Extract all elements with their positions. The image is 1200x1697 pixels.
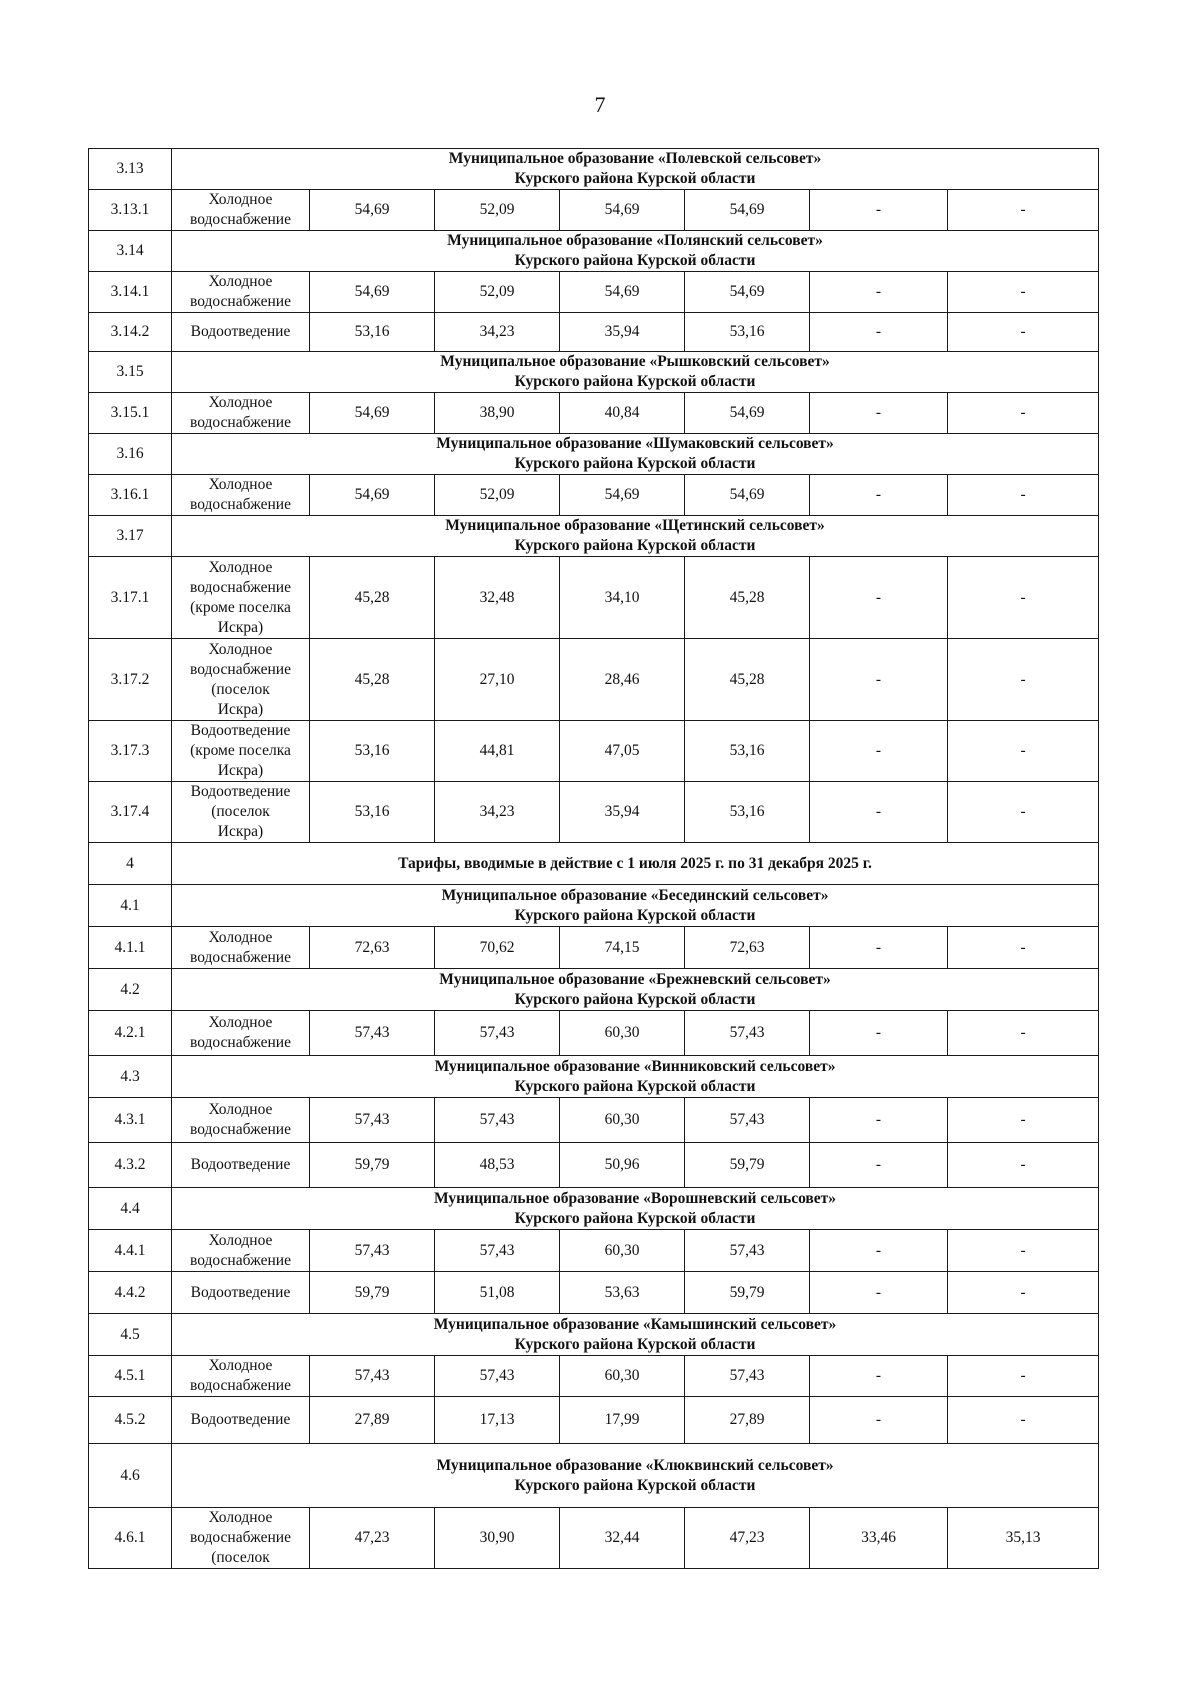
row-number-cell: 4.5.2 <box>89 1397 172 1444</box>
table-row <box>89 1508 1099 1569</box>
tariff-value-cell: - <box>810 1397 948 1444</box>
section-title-cell <box>172 516 1099 557</box>
tariff-value-cell: 60,30 <box>560 1356 685 1397</box>
tariff-value-cell: - <box>948 639 1099 721</box>
service-line: водоснабжение <box>190 293 291 310</box>
service-line: водоснабжение <box>190 414 291 431</box>
service-line: Холодное <box>208 558 273 576</box>
service-line: водоснабжение <box>190 660 291 678</box>
service-line: Водоотведение <box>190 722 291 739</box>
tariff-value-cell: - <box>948 1098 1099 1143</box>
service-cell <box>172 272 310 313</box>
tariff-value-cell: - <box>810 1098 948 1143</box>
service-line: (кроме поселка <box>190 598 291 616</box>
tariff-value-cell: 54,69 <box>685 190 810 231</box>
row-number-cell: 3.15.1 <box>89 393 172 434</box>
table-row <box>89 1356 1099 1397</box>
tariff-value-cell: 34,10 <box>560 557 685 639</box>
service-line: (поселок <box>211 680 270 698</box>
tariff-value-cell: - <box>948 721 1099 782</box>
service-line: водоснабжение <box>190 1251 291 1269</box>
table-row <box>89 1098 1099 1143</box>
tariff-value-cell: 54,69 <box>685 393 810 434</box>
tariff-value-cell: 52,09 <box>435 190 560 231</box>
tariff-value-cell: 57,43 <box>685 1230 810 1272</box>
service-line: Холодное <box>208 476 273 493</box>
service-line: Холодное <box>208 928 273 946</box>
tariff-value-cell: - <box>948 272 1099 313</box>
tariff-value-cell: - <box>810 272 948 313</box>
service-cell <box>172 475 310 516</box>
tariff-value-cell: 53,16 <box>310 313 435 352</box>
section-header-row <box>89 352 1099 393</box>
tariff-value-cell: - <box>948 475 1099 516</box>
tariff-value-cell: 53,63 <box>560 1272 685 1314</box>
tariff-value-cell: - <box>810 1356 948 1397</box>
row-number-cell: 4.5.1 <box>89 1356 172 1397</box>
row-number-cell: 4.3.2 <box>89 1143 172 1188</box>
table-row <box>89 272 1099 313</box>
section-title-line: Муниципальное образование «Клюквинский сельсовет» <box>436 1456 834 1474</box>
tariff-value-cell: 27,89 <box>685 1397 810 1444</box>
tariff-value-cell: 53,16 <box>685 782 810 843</box>
row-number-cell: 3.14 <box>89 231 172 272</box>
tariff-value-cell: 32,44 <box>560 1508 685 1569</box>
section-title-cell <box>172 352 1099 393</box>
table-row <box>89 313 1099 352</box>
tariff-value-cell: 54,69 <box>685 272 810 313</box>
row-number-cell: 4.2 <box>89 969 172 1011</box>
section-header-row <box>89 843 1099 885</box>
section-title-line: Курского района Курской области <box>514 906 756 924</box>
tariff-value-cell: 34,23 <box>435 782 560 843</box>
row-number-cell: 4.3.1 <box>89 1098 172 1143</box>
tariff-value-cell: 57,43 <box>310 1356 435 1397</box>
service-line: Холодное <box>208 1357 273 1374</box>
service-line: водоснабжение <box>190 1034 291 1051</box>
tariff-value-cell: - <box>948 1272 1099 1314</box>
tariff-value-cell: - <box>948 1143 1099 1188</box>
section-title-cell <box>172 231 1099 272</box>
service-cell <box>172 1143 310 1188</box>
tariff-value-cell: 72,63 <box>685 927 810 969</box>
service-cell <box>172 639 310 721</box>
tariff-value-cell: 45,28 <box>685 639 810 721</box>
tariff-value-cell: 54,69 <box>310 272 435 313</box>
table-row <box>89 557 1099 639</box>
service-line: Водоотведение <box>190 1411 291 1428</box>
tariff-value-cell: 57,43 <box>310 1230 435 1272</box>
tariff-value-cell: - <box>948 313 1099 352</box>
service-cell <box>172 1356 310 1397</box>
tariff-table-body <box>89 149 1099 1569</box>
service-cell <box>172 190 310 231</box>
row-number-cell: 4.4.2 <box>89 1272 172 1314</box>
tariff-value-cell: 57,43 <box>435 1230 560 1272</box>
tariff-value-cell: 57,43 <box>310 1098 435 1143</box>
tariff-value-cell: - <box>810 313 948 352</box>
section-header-row <box>89 969 1099 1011</box>
tariff-value-cell: 57,43 <box>435 1356 560 1397</box>
tariff-value-cell: 57,43 <box>685 1356 810 1397</box>
tariff-value-cell: - <box>810 782 948 843</box>
service-line: Холодное <box>208 640 273 658</box>
tariff-value-cell: 74,15 <box>560 927 685 969</box>
tariff-value-cell: 35,94 <box>560 782 685 843</box>
tariff-value-cell: 51,08 <box>435 1272 560 1314</box>
section-title-line: Курского района Курской области <box>514 1476 756 1494</box>
section-title-line: Муниципальное образование «Рышковский сельсовет» <box>440 353 830 370</box>
tariff-value-cell: - <box>948 557 1099 639</box>
tariff-value-cell: 54,69 <box>560 475 685 516</box>
tariff-value-cell: 27,89 <box>310 1397 435 1444</box>
tariff-value-cell: 47,23 <box>310 1508 435 1569</box>
tariff-value-cell: 54,69 <box>310 475 435 516</box>
tariff-value-cell: - <box>948 927 1099 969</box>
tariff-value-cell: 53,16 <box>310 721 435 782</box>
row-number-cell: 4.2.1 <box>89 1011 172 1056</box>
table-row <box>89 1397 1099 1444</box>
table-row <box>89 721 1099 782</box>
tariff-value-cell: 33,46 <box>810 1508 948 1569</box>
section-title-line: Муниципальное образование «Бесединский сельсовет» <box>441 886 829 904</box>
section-title-cell <box>172 1314 1099 1356</box>
service-cell <box>172 1230 310 1272</box>
tariff-value-cell: 50,96 <box>560 1143 685 1188</box>
section-title-line: Муниципальное образование «Полевской сельсовет» <box>448 150 822 167</box>
row-number-cell: 4.6.1 <box>89 1508 172 1569</box>
tariff-value-cell: - <box>948 393 1099 434</box>
service-line: водоснабжение <box>190 1121 291 1138</box>
service-line: Холодное <box>208 1509 273 1526</box>
row-number-cell: 3.17.1 <box>89 557 172 639</box>
tariff-value-cell: 17,99 <box>560 1397 685 1444</box>
tariff-value-cell: - <box>948 1230 1099 1272</box>
service-line: Холодное <box>208 273 273 290</box>
service-cell <box>172 927 310 969</box>
tariff-value-cell: 53,16 <box>685 721 810 782</box>
table-row <box>89 782 1099 843</box>
tariff-value-cell: 47,23 <box>685 1508 810 1569</box>
section-header-row <box>89 1188 1099 1230</box>
section-header-row <box>89 434 1099 475</box>
section-title-line: Муниципальное образование «Камышинский сельсовет» <box>433 1315 837 1333</box>
service-line: водоснабжение <box>190 1529 291 1546</box>
tariff-value-cell: - <box>810 190 948 231</box>
tariff-value-cell: 54,69 <box>685 475 810 516</box>
row-number-cell: 3.17 <box>89 516 172 557</box>
table-row <box>89 1143 1099 1188</box>
tariff-value-cell: 52,09 <box>435 475 560 516</box>
tariff-value-cell: - <box>810 475 948 516</box>
section-header-row <box>89 516 1099 557</box>
tariff-value-cell: 32,48 <box>435 557 560 639</box>
tariff-value-cell: - <box>948 190 1099 231</box>
tariff-value-cell: 57,43 <box>435 1011 560 1056</box>
section-title-cell <box>172 969 1099 1011</box>
row-number-cell: 3.17.2 <box>89 639 172 721</box>
tariff-value-cell: 59,79 <box>310 1143 435 1188</box>
service-cell <box>172 721 310 782</box>
row-number-cell: 3.17.3 <box>89 721 172 782</box>
service-line: Холодное <box>208 1231 273 1249</box>
section-title-line: Курского района Курской области <box>514 1077 756 1095</box>
service-line: Водоотведение <box>190 1156 291 1173</box>
section-header-row <box>89 231 1099 272</box>
tariff-value-cell: - <box>948 1397 1099 1444</box>
row-number-cell: 3.14.1 <box>89 272 172 313</box>
service-line: Искра) <box>217 618 264 636</box>
table-row <box>89 1230 1099 1272</box>
row-number-cell: 4 <box>89 843 172 885</box>
service-cell <box>172 782 310 843</box>
tariff-value-cell: - <box>810 639 948 721</box>
tariff-value-cell: - <box>810 1230 948 1272</box>
tariff-value-cell: 45,28 <box>310 639 435 721</box>
service-line: (кроме поселка <box>190 742 291 759</box>
section-header-row <box>89 1314 1099 1356</box>
service-line: Искра) <box>217 762 264 779</box>
tariff-value-cell: 44,81 <box>435 721 560 782</box>
section-header-row <box>89 1056 1099 1098</box>
tariff-value-cell: 54,69 <box>560 190 685 231</box>
table-row <box>89 393 1099 434</box>
tariff-value-cell: - <box>810 393 948 434</box>
tariff-value-cell: 35,13 <box>948 1508 1099 1569</box>
service-line: водоснабжение <box>190 948 291 966</box>
tariff-value-cell: 53,16 <box>685 313 810 352</box>
section-title-line: Курского района Курской области <box>514 373 756 390</box>
section-title-line: Курского района Курской области <box>514 990 756 1008</box>
section-title-line: Муниципальное образование «Шумаковский сельсовет» <box>436 435 834 452</box>
table-row <box>89 1011 1099 1056</box>
section-title-line: Курского района Курской области <box>514 252 756 269</box>
row-number-cell: 4.6 <box>89 1444 172 1508</box>
section-title-line: Муниципальное образование «Винниковский сельсовет» <box>434 1057 836 1075</box>
tariff-value-cell: 60,30 <box>560 1011 685 1056</box>
service-cell <box>172 393 310 434</box>
row-number-cell: 3.16.1 <box>89 475 172 516</box>
tariff-value-cell: 47,05 <box>560 721 685 782</box>
service-line: (поселок <box>211 803 270 820</box>
row-number-cell: 3.17.4 <box>89 782 172 843</box>
service-line: Искра) <box>217 700 264 718</box>
section-title-line: Курского района Курской области <box>514 1209 756 1227</box>
tariff-value-cell: 57,43 <box>685 1011 810 1056</box>
tariff-value-cell: 60,30 <box>560 1230 685 1272</box>
section-title-line: Муниципальное образование «Щетинский сельсовет» <box>445 517 825 534</box>
tariff-value-cell: - <box>810 1011 948 1056</box>
tariff-value-cell: 17,13 <box>435 1397 560 1444</box>
service-line: (поселок <box>211 1549 270 1566</box>
service-cell <box>172 557 310 639</box>
tariff-value-cell: 48,53 <box>435 1143 560 1188</box>
service-cell <box>172 1272 310 1314</box>
table-row <box>89 1272 1099 1314</box>
row-number-cell: 4.1.1 <box>89 927 172 969</box>
row-number-cell: 3.13 <box>89 149 172 190</box>
service-cell <box>172 313 310 352</box>
row-number-cell: 3.15 <box>89 352 172 393</box>
section-title-line: Курского района Курской области <box>514 455 756 472</box>
section-header-row <box>89 149 1099 190</box>
tariff-value-cell: 59,79 <box>685 1272 810 1314</box>
section-title-cell <box>172 1444 1099 1508</box>
table-row <box>89 190 1099 231</box>
row-number-cell: 3.16 <box>89 434 172 475</box>
service-line: водоснабжение <box>190 496 291 513</box>
service-cell <box>172 1098 310 1143</box>
tariff-value-cell: 52,09 <box>435 272 560 313</box>
service-line: водоснабжение <box>190 211 291 228</box>
page-number: 7 <box>594 92 606 117</box>
service-line: водоснабжение <box>190 578 291 596</box>
section-title-cell <box>172 885 1099 927</box>
tariff-value-cell: 59,79 <box>685 1143 810 1188</box>
tariff-value-cell: 59,79 <box>310 1272 435 1314</box>
tariff-value-cell: - <box>810 1272 948 1314</box>
tariff-value-cell: 57,43 <box>310 1011 435 1056</box>
tariff-value-cell: 57,43 <box>435 1098 560 1143</box>
section-title-cell <box>172 1056 1099 1098</box>
tariff-value-cell: 34,23 <box>435 313 560 352</box>
section-title-line: Тарифы, вводимые в действие с 1 июля 2025 г. по 31 декабря 2025 г. <box>398 854 872 872</box>
row-number-cell: 4.3 <box>89 1056 172 1098</box>
section-title-line: Муниципальное образование «Полянский сельсовет» <box>447 232 823 249</box>
tariff-value-cell: - <box>948 1356 1099 1397</box>
tariff-value-cell: 70,62 <box>435 927 560 969</box>
tariff-value-cell: 54,69 <box>310 393 435 434</box>
section-header-row <box>89 1444 1099 1508</box>
tariff-value-cell: 38,90 <box>435 393 560 434</box>
tariff-value-cell: - <box>810 1143 948 1188</box>
tariff-value-cell: - <box>948 1011 1099 1056</box>
tariff-value-cell: 60,30 <box>560 1098 685 1143</box>
tariff-value-cell: 27,10 <box>435 639 560 721</box>
service-line: Холодное <box>208 394 273 411</box>
section-title-line: Курского района Курской области <box>514 537 756 554</box>
section-title-line: Муниципальное образование «Ворошневский сельсовет» <box>433 1189 837 1207</box>
table-row <box>89 927 1099 969</box>
tariff-value-cell: - <box>810 721 948 782</box>
service-cell <box>172 1397 310 1444</box>
service-line: водоснабжение <box>190 1377 291 1394</box>
tariff-value-cell: 57,43 <box>685 1098 810 1143</box>
row-number-cell: 4.4 <box>89 1188 172 1230</box>
section-title-cell <box>172 843 1099 885</box>
row-number-cell: 3.14.2 <box>89 313 172 352</box>
section-title-cell <box>172 434 1099 475</box>
row-number-cell: 4.5 <box>89 1314 172 1356</box>
service-cell <box>172 1508 310 1569</box>
table-row <box>89 475 1099 516</box>
row-number-cell: 4.1 <box>89 885 172 927</box>
tariff-value-cell: - <box>948 782 1099 843</box>
tariff-value-cell: 45,28 <box>310 557 435 639</box>
row-number-cell: 4.4.1 <box>89 1230 172 1272</box>
service-line: Холодное <box>208 1014 273 1031</box>
section-title-line: Курского района Курской области <box>514 170 756 187</box>
tariff-value-cell: 53,16 <box>310 782 435 843</box>
tariff-value-cell: 54,69 <box>560 272 685 313</box>
tariff-value-cell: 30,90 <box>435 1508 560 1569</box>
tariff-value-cell: 28,46 <box>560 639 685 721</box>
service-line: Холодное <box>208 191 273 208</box>
row-number-cell: 3.13.1 <box>89 190 172 231</box>
service-line: Водоотведение <box>190 1283 291 1301</box>
tariff-value-cell: 45,28 <box>685 557 810 639</box>
service-line: Водоотведение <box>190 323 291 340</box>
tariff-value-cell: 35,94 <box>560 313 685 352</box>
tariff-value-cell: - <box>810 557 948 639</box>
tariff-value-cell: 72,63 <box>310 927 435 969</box>
tariff-value-cell: - <box>810 927 948 969</box>
section-title-cell <box>172 149 1099 190</box>
section-title-line: Курского района Курской области <box>514 1335 756 1353</box>
tariff-value-cell: 40,84 <box>560 393 685 434</box>
service-line: Водоотведение <box>190 783 291 800</box>
section-header-row <box>89 885 1099 927</box>
service-cell <box>172 1011 310 1056</box>
table-row <box>89 639 1099 721</box>
tariff-table <box>88 148 1099 1569</box>
tariff-value-cell: 54,69 <box>310 190 435 231</box>
service-line: Искра) <box>217 823 264 840</box>
section-title-cell <box>172 1188 1099 1230</box>
service-line: Холодное <box>208 1101 273 1118</box>
section-title-line: Муниципальное образование «Брежневский сельсовет» <box>439 970 831 988</box>
